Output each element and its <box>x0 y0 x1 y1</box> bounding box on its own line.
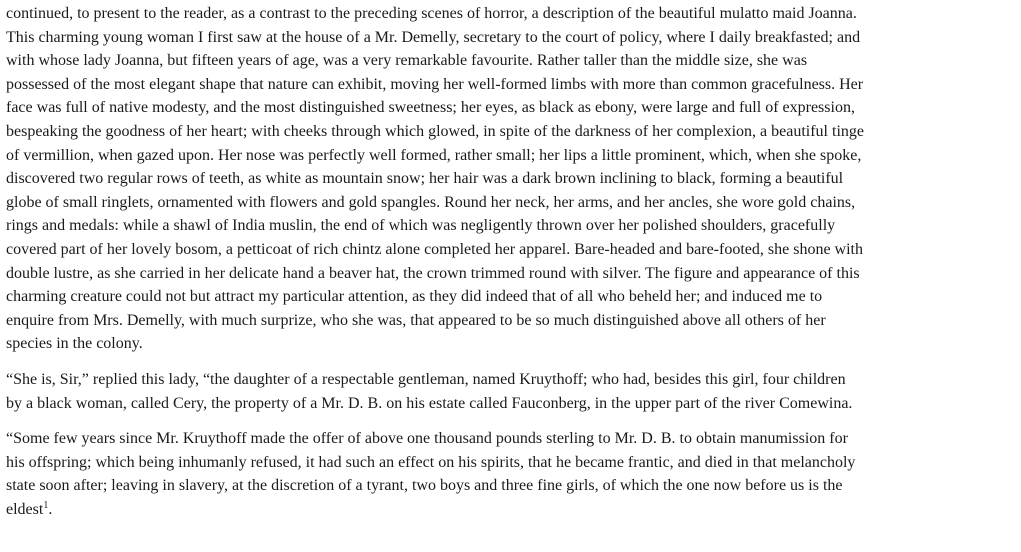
text-line: rings and medals: while a shawl of India muslin, the end of which was negligently thrown over her polished shoulders, gracefully <box>6 217 836 235</box>
text-line: discovered two regular rows of teeth, as white as mountain snow; her hair was a dark brown inclining to black, forming a beautiful <box>6 170 844 188</box>
text-line: state soon after; leaving in slavery, at the discretion of a tyrant, two boys and three fine girls, of which the one now before us is the <box>6 477 843 495</box>
text-line: charming creature could not but attract my particular attention, as they did indeed that of all who beheld her; and induced me to <box>6 288 823 306</box>
paragraph-joanna-description <box>6 2 1018 356</box>
text-line: “She is, Sir,” replied this lady, “the daughter of a respectable gentleman, named Kruythoff; who had, besides this girl, four children <box>6 370 846 388</box>
text-line: by a black woman, called Cery, the property of a Mr. D. B. on his estate called Fauconberg, in the upper part of the river Comewina. <box>6 394 853 412</box>
last-line-end: . <box>48 500 53 518</box>
text-line: “Some few years since Mr. Kruythoff made the offer of above one thousand pounds sterling to Mr. D. B. to obtain manumission for <box>6 430 848 448</box>
last-line-text: eldest <box>6 500 44 518</box>
text-line: double lustre, as she carried in her delicate hand a beaver hat, the crown trimmed round with silver. The figure and appearance of this <box>6 264 860 282</box>
paragraph-kruythoff-offer <box>6 427 1018 521</box>
text-line: of vermillion, when gazed upon. Her nose was perfectly well formed, rather small; her lips a little prominent, which, when she spoke, <box>6 146 862 164</box>
paragraph-lady-reply <box>6 368 1018 415</box>
text-line: possessed of the most elegant shape that nature can exhibit, moving her well-formed limbs with more than common gracefulness. Her <box>6 75 864 93</box>
text-line: enquire from Mrs. Demelly, with much surprize, who she was, that appeared to be so much distinguished above all others of her <box>6 311 826 329</box>
text-line: globe of small ringlets, ornamented with flowers and gold spangles. Round her neck, her arms, and her ancles, she wore gold chains, <box>6 193 856 211</box>
text-line: bespeaking the goodness of her heart; with cheeks through which glowed, in spite of the darkness of her complexion, a beautiful tinge <box>6 122 864 140</box>
text-line: This charming young woman I first saw at the house of a Mr. Demelly, secretary to the court of policy, where I daily breakfasted; and <box>6 28 861 46</box>
text-line: covered part of her lovely bosom, a petticoat of rich chintz alone completed her apparel. Bare-headed and bare-footed, she shone with <box>6 240 863 258</box>
text-line: continued, to present to the reader, as a contrast to the preceding scenes of horror, a description of the beautiful mulatto maid Joanna. <box>6 5 857 22</box>
text-line: with whose lady Joanna, but fifteen years of age, was a very remarkable favourite. Rather taller than the middle size, she was <box>6 52 808 70</box>
text-line: his offspring; which being inhumanly refused, it had such an effect on his spirits, that he became frantic, and died in that melancholy <box>6 453 856 471</box>
text-line-last <box>6 498 1018 522</box>
footnote-link[interactable]: 1 <box>43 499 49 511</box>
text-line: species in the colony. <box>6 335 143 353</box>
text-line: face was full of native modesty, and the most distinguished sweetness; her eyes, as black as ebony, were large and full of expression, <box>6 99 855 117</box>
